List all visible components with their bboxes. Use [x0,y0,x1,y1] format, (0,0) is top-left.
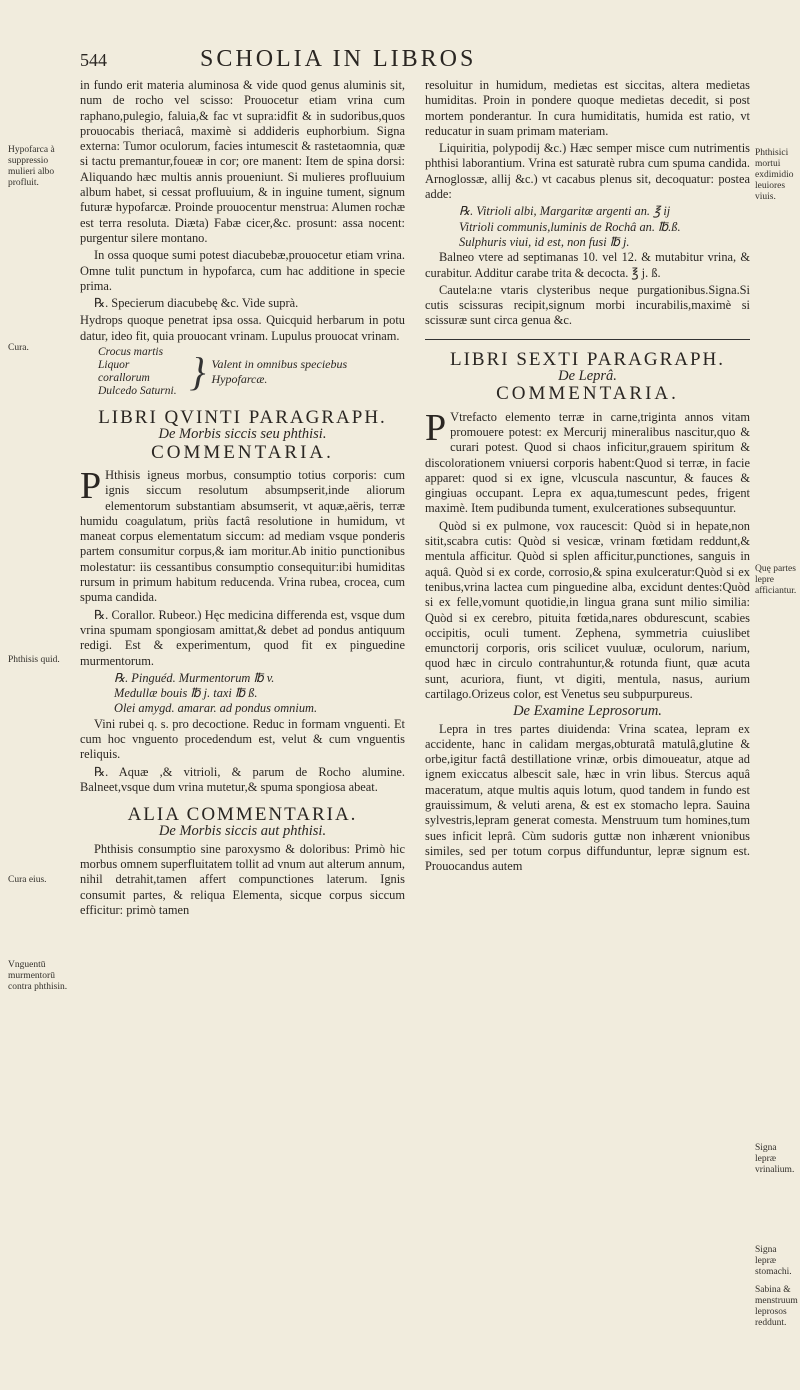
divider [425,339,750,340]
section-title: ALIA COMMENTARIA. [127,804,358,826]
page-header [80,46,740,80]
section-title: LIBRI SEXTI PARAGRAPH. [449,348,726,370]
page-number: 544 [80,50,107,70]
recipe: ℞. Corallor. Rubeor.) Hęc medicina differenda est, vsque dum vrina spumam spongiosam amittat,& debet ad pondus antiquum redigi. Est & experimentum, quod fit ex pinguedine murmentorum. [80,607,405,668]
margin-note: Phthisici mortui exdimidio leuiores viuis. [755,148,794,202]
paragraph: Phthisis consumptio sine paroxysmo & doloribus: Primò hic morbus omnem superfluitatem tollit ad vnum aut alterum annum, nihil detrahit,tamen affert compunctiones laterum. Ignis consumit partes, & reliqua Elementa, sicque corpus siccum efficitur: primò tamen [80,841,405,917]
margin-note: Cura. [8,343,29,353]
paragraph: Hydrops quoque penetrat ipsa ossa. Quicquid herbarum in potu datur, ideo fit, quia prouocant vrinam. Lupulus prouocat vrinam. [80,313,405,343]
margin-note: Cura eius. [8,875,47,885]
recipe: ℞. Aquæ ,& vitrioli, & parum de Rocho alumine. Balneet,vsque dum vrina mutetur,& spuma spongiosa abeat. [80,764,405,794]
section-subtitle: De Leprâ. [558,368,617,385]
recipe-line: Sulphuris viui, id est, non fusi ℔ j. [459,234,630,249]
paragraph: Vini rubei q. s. pro decoctione. Reduc in formam vnguenti. Et cum hoc vnguento procedendum est, velut & cum vnguentis reliquis. [80,716,405,762]
margin-note: Phthisis quid. [8,655,60,665]
brace-icon: } [189,349,206,395]
paragraph: Quòd si ex pulmone, vox raucescit: Quòd si in hepate,non sitit,scabra cutis: Quòd si vesicæ, vrinam fœtidam reddunt,& mentula afficitur. Quòd si splen afficitur,punctiones, sanguis in aquâ. Quòd si ex corde, corrosio,& spina exulceratur:Quòd si ex tenibus,vrina lactea cum pinguedine alba, excidunt dentes:Quòd si ex felle,vomunt quotidie,in lingua grana sunt milio similia: Quòd si ex cerebro, pituita fœtida,nares obdurescunt, scabies occipitis, oculi tument. Zephena, symmetria cuiuslibet emunctorij corporis, oris scilicet vuuluæ, oculorum, narium, quod hæc in circulo contrahuntur,& rotunda fiunt, quæ acuta sunt, acuriora, fiunt, vt digiti, mentula, nasus, aurium cartilago.Orizeus color, est Venetus seu subpurpureus. [425,518,750,701]
section-subtitle: De Morbis siccis seu phthisi. [158,426,327,443]
recipe-line: ℞. Pinguéd. Murmentorum ℔ v. [114,670,275,685]
margin-note: Hypofarca à suppressio mulieri albo profluit. [8,145,55,188]
paragraph: Liquiritia, polypodij &c.) Hæc semper misce cum nutrimentis phthisi laborantium. Vrina est saturatè rubra cum spuma candida. Arnoglossæ, allij &c.) vt cacabus plenus sit, decoquatur: postea adde: [425,141,750,202]
recipe: ℞. Specierum diacubebę &c. Vide suprà. [94,296,299,311]
brace-group [98,346,405,398]
paragraph [80,464,405,606]
paragraph: resoluitur in humidum, medietas est siccitas, altera medietas humiditas. Proin in pondere quoque medietas decedit, si post mortem ponderantur. In cura humiditatis, humida est ratio, vt reducatur in suam primam materiam. [425,78,750,138]
recipe-line: Medullæ bouis ℔ j. taxi ℔ ß. [114,686,258,701]
brace-item: Dulcedo Saturni. [98,385,177,398]
drop-cap: P [80,464,102,507]
paragraph: Cautela:ne vtaris clysteribus neque purgationibus.Signa.Si cutis scissuras recipit,signum morbi incurabilis,maximè si scissuræ sunt circa genua &c. [425,282,750,328]
left-column [80,78,405,920]
margin-note: Sabina & menstruum leprosos reddunt. [755,1285,798,1328]
brace-list [98,346,184,398]
paragraph: in fundo erit materia aluminosa & vide quod genus aluminis sit, num de rocho vel scisso: Prouocetur etiam vrina cum raphano,pulegio, faluia,& fac vt supra:idfit & in sudoribus,quos prouocabis theriacâ, maximè si addideris euphorbium. Signa externa: Tumor oculorum, facies intumescit & rastetaomnia, quæ si tactu premantur,foueæ in cor; ore manent: Item de spina dorsi: Aliquando hæc multis annis proueniunt. Si mulieres profluuium album habet, si cessat profluuium, & in inguine tument, signum futuræ hypofarcæ. Proinde prouocentur menstrua: Alumen rochæ est terra resoluta. Diæta) Fabæ cicer,&c. prosunt: assa nocent: purgentur silere montano. [80,78,405,245]
margin-note: Quę partes lepre afficiantur. [755,564,797,596]
paragraph: Lepra in tres partes diuidenda: Vrina scatea, lepram ex accidente, hanc in calidam mergas,obturatâ matulâ,glutine & orbe,igitur factâ destillatione vrinæ, orbis dimoueatur, atque ad ignem exiccatus albescit sale, hæc in vrin libus. Stercus aquâ maceratum, atque multis aquis lotum, quod tandem in fundo est grauissimum, & veluti arena, & est ex stomacho lepra. Sauina sylvestris,lepram generat comesta. Menstruum tum homines,tum sues inficit leprâ. Cùm sudoris guttæ non inhærent vnionibus similes, sed per totum corpus diffunduntur, lepræ signum est. Prouocandus autem [425,721,750,874]
margin-note: Signa lepræ stomachi. [755,1245,792,1277]
paragraph: Balneo vtere ad septimanas 10. vel 12. & mutabitur vrina, & curabitur. Additur carabe trita & decocta. ℥ j. ß. [425,250,750,280]
margin-note: Signa lepræ vrinalium. [755,1143,795,1175]
paragraph-text: Vtrefacto elemento terræ in carne,triginta annos vitam promouere potest: ex Mercurij mineralibus nascitur,quo & curari potest. Quod si chaos inficitur,grauem spiritum & discolorationem vniuersi corporis habent:Quod si terræ, in facie apparet: quod si ex igne, vlcuscula nascuntur, & fauces & gingiuas occupant. Lepra ex aqua,tumescunt pedes, frigent maximè. Item pudibunda tument, exulcerationes subsequuntur. [425,409,750,516]
paragraph-text: Hthisis igneus morbus, consumptio totius corporis: cum ignis siccum resolutum absumpserit,inde aliorum elementorum substantiam absumserit, vt aquæ,aëris, terræ humidu coagulatum, priùs factâ resolutione in humidum, vt maneat corpus elementatum siccum: ad mediam vsque ponderis partem consumitur corpus,& iam moritur.Ab initio punctionibus molestatur: iis cessantibus consumptio consequitur:ibi humiditas rursum in primum habitum reducenda. Vrina rubea, crocea, cum spuma candida. [80,467,405,605]
drop-cap: P [425,406,447,449]
section-title: LIBRI QVINTI PARAGRAPH. [98,407,387,429]
right-column [425,78,750,877]
recipe-line: Vitrioli communis,luminis de Rochâ an. ℔.ß. [459,219,681,234]
section-subtitle: De Examine Leprosorum. [513,703,662,720]
paragraph [425,406,750,517]
brace-text: Valent in omnibus speciebus Hypofarcæ. [211,356,348,387]
section-commentaria: COMMENTARIA. [151,441,334,463]
paragraph: In ossa quoque sumi potest diacubebæ,prouocetur etiam vrina. Omne tulit punctum in hypofarca, cum hac additione in specie prima. [80,248,405,293]
section-subtitle: De Morbis siccis aut phthisi. [158,823,327,840]
recipe-line: Olei amygd. amarar. ad pondus omnium. [114,701,318,716]
recipe-line: ℞. Vitrioli albi, Margaritæ argenti an. ℥ ij [459,204,671,219]
section-commentaria: COMMENTARIA. [496,383,679,405]
brace-item: Liquor corallorum [98,359,150,385]
brace-item: Crocus martis [98,346,164,359]
margin-note: Vnguentū murmentorū contra phthisin. [8,960,68,992]
running-head: SCHOLIA IN LIBROS [200,46,477,72]
